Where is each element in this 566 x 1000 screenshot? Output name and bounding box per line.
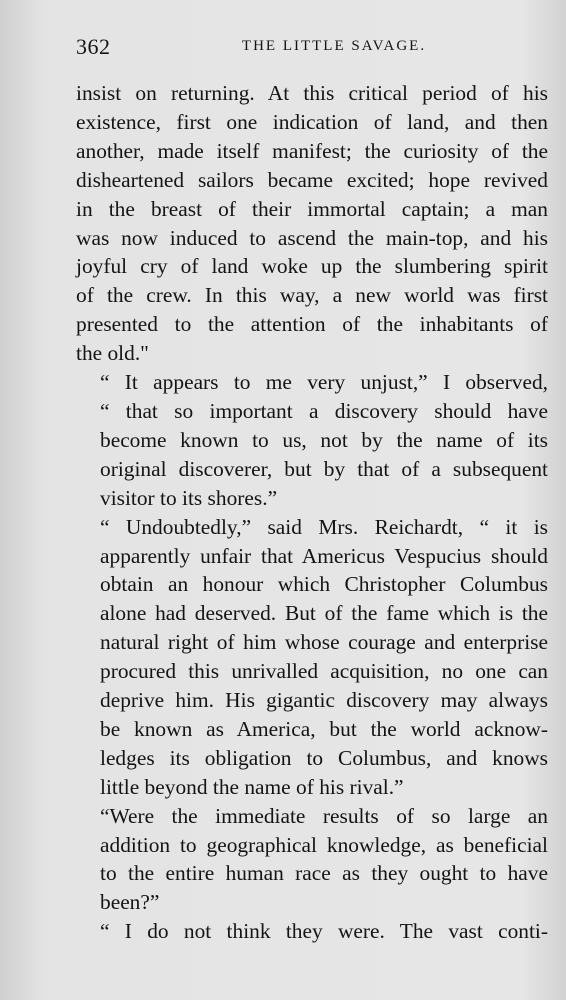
body-text [76, 79, 548, 946]
text-line: been?” [100, 890, 160, 915]
text-line: existence, first one indication of land, and then [76, 109, 548, 134]
paragraph-3 [76, 513, 548, 802]
text-line: “Were the immediate results of so large an [100, 803, 548, 828]
text-line: in the breast of their immortal captain; a man [76, 196, 548, 221]
text-line: alone had deserved. But of the fame which is the [100, 601, 548, 626]
paragraph-2 [76, 368, 548, 513]
text-line: be known as America, but the world acknow- [100, 716, 548, 741]
text-line: insist on returning. At this critical period of his [76, 81, 548, 105]
paragraph-5 [76, 917, 548, 946]
text-line: procured this unrivalled acquisition, no one can [100, 659, 548, 684]
page-number: 362 [76, 34, 111, 59]
text-line: to the entire human race as they ought to have [100, 861, 548, 886]
text-line: “ It appears to me very unjust,” I observed, [100, 370, 548, 395]
text-line: visitor to its shores.” [100, 485, 278, 510]
text-line: ledges its obligation to Columbus, and knows [100, 745, 548, 770]
text-line: of the crew. In this way, a new world was first [76, 283, 548, 308]
text-line: original discoverer, but by that of a subsequent [100, 456, 548, 481]
paragraph-4 [76, 802, 548, 918]
text-line: become known to us, not by the name of its [100, 427, 548, 452]
running-head [76, 34, 548, 64]
text-line: apparently unfair that Americus Vespucius should [100, 543, 548, 568]
text-line: “ Undoubtedly,” said Mrs. Reichardt, “ it is [100, 514, 548, 539]
text-line: little beyond the name of his rival.” [100, 774, 404, 799]
text-line: joyful cry of land woke up the slumbering spirit [76, 254, 548, 279]
text-line: “ I do not think they were. The vast conti- [100, 919, 548, 944]
text-line: was now induced to ascend the main-top, and his [76, 225, 548, 250]
text-line: another, made itself manifest; the curiosity of the [76, 138, 548, 163]
text-line: “ that so important a discovery should have [100, 398, 548, 423]
text-line: obtain an honour which Christopher Columbus [100, 572, 548, 597]
text-line: natural right of him whose courage and enterprise [100, 630, 548, 655]
text-line: presented to the attention of the inhabitants of [76, 312, 548, 337]
text-line: deprive him. His gigantic discovery may always [100, 688, 548, 713]
text-line: disheartened sailors became excited; hope revived [76, 167, 548, 192]
text-line: addition to geographical knowledge, as beneficial [100, 832, 548, 857]
running-title: THE LITTLE SAVAGE. [241, 38, 427, 54]
paragraph-1 [76, 79, 548, 368]
text-line: the old." [76, 341, 149, 366]
